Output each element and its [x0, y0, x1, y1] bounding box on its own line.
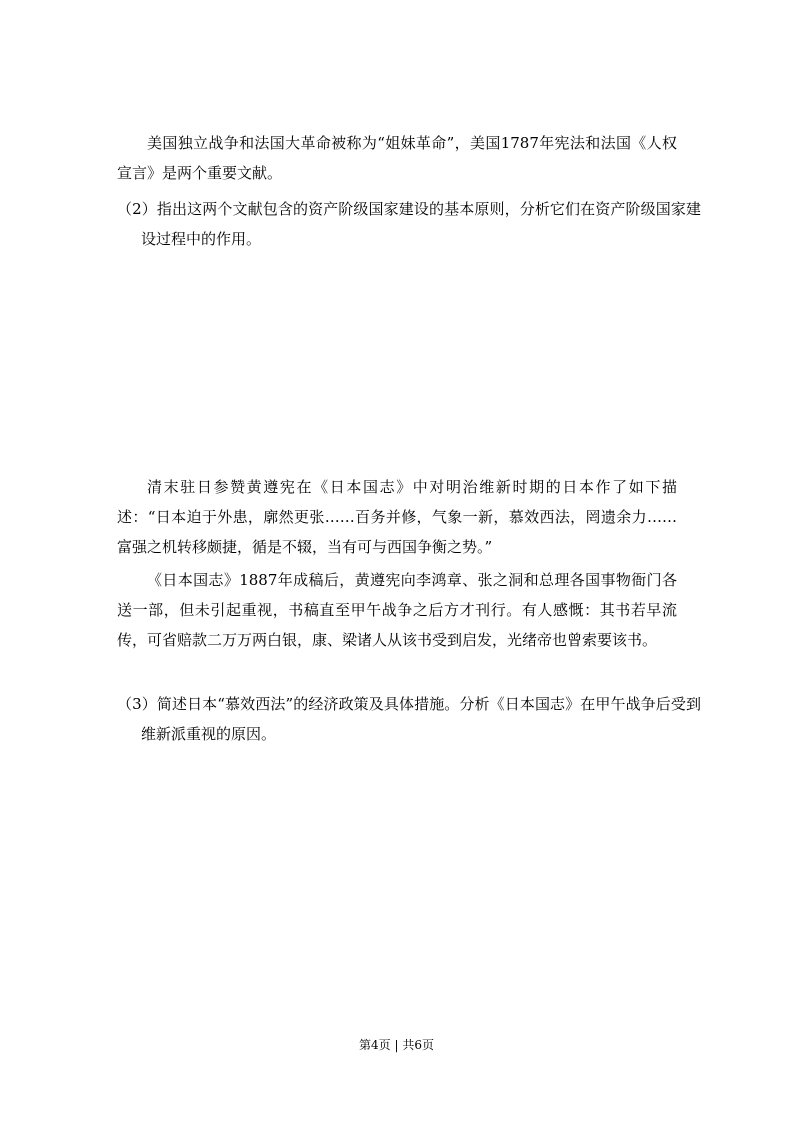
- question-2: （2）指出这两个文献包含的资产阶级国家建设的基本原则，分析它们在资产阶级国家建设过程中的作用。: [117, 200, 701, 248]
- page-footer: 第4页 | 共6页: [359, 1038, 434, 1052]
- question-3: （3）简述日本“慕效西法”的经济政策及具体措施。分析《日本国志》在甲午战争后受到维新派重视的原因。: [117, 695, 701, 743]
- paragraph-revolutions: 美国独立战争和法国大革命被称为“姐妹革命”，美国1787年宪法和法国《人权宣言》是两个重要文献。: [117, 134, 677, 182]
- paragraph-japan-annals: 《日本国志》1887年成稿后，黄遵宪向李鸿章、张之洞和总理各国事物衙门各送一部，但未引起重视，书稿直至甲午战争之后方才刊行。有人感慨：其书若早流传，可省赔款二万万两白银，康、梁诸人从该书受到启发，光绪帝也曾索要该书。: [117, 571, 677, 649]
- paragraph-huang-zunxian-quote: 清末驻日参赞黄遵宪在《日本国志》中对明治维新时期的日本作了如下描述：“日本迫于外患，廓然更张……百务并修，气象一新，慕效西法，罔遗余力……富强之机转移颇捷，循是不辍，当有可与西国争衡之势。”: [117, 478, 677, 556]
